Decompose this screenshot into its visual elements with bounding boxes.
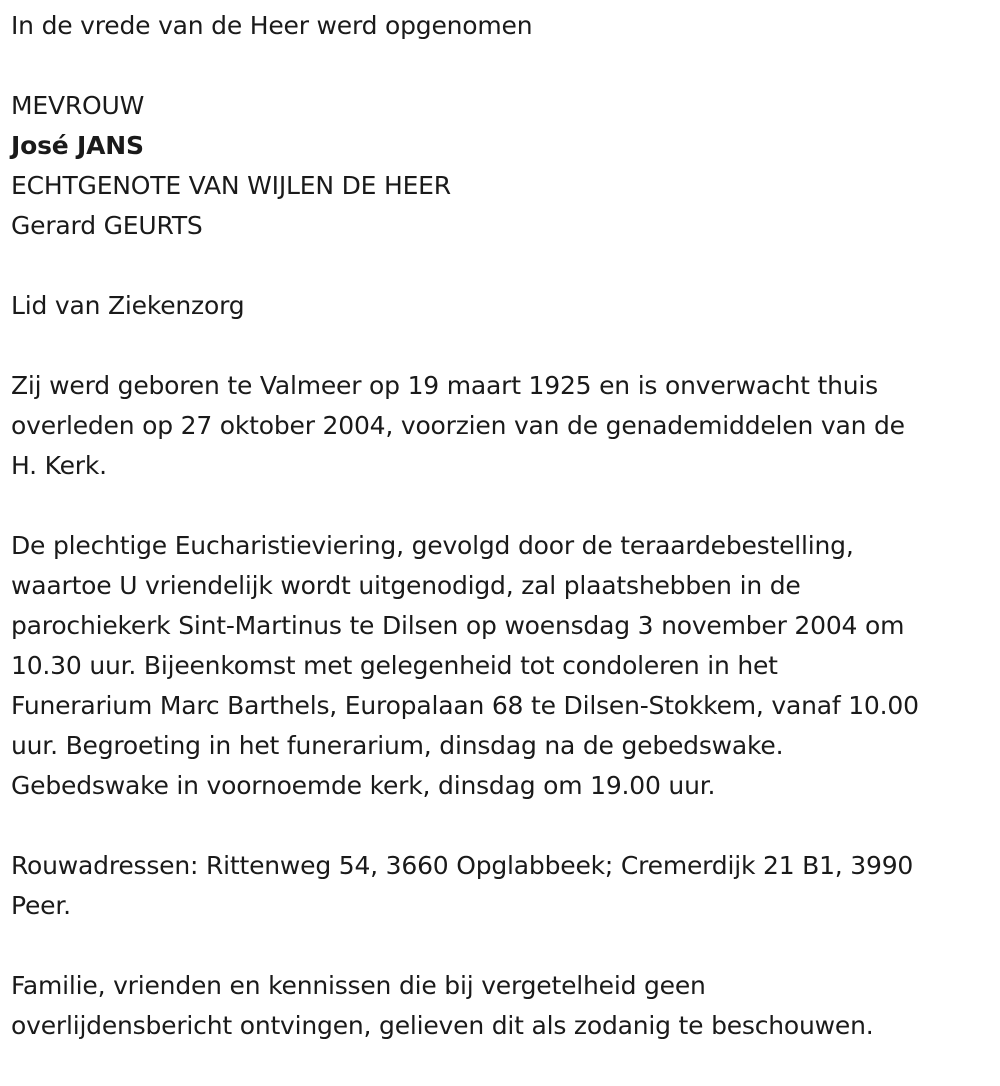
title-prefix: MEVROUW [11,91,145,120]
paragraph-line: Peer. [11,891,71,920]
ceremony-paragraph [11,526,991,806]
paragraph-line: 10.30 uur. Bijeenkomst met gelegenheid tot condoleren in het [11,651,778,680]
paragraph-line: H. Kerk. [11,451,107,480]
birth-death-paragraph [11,366,991,486]
spacer [11,46,991,86]
paragraph-line: uur. Begroeting in het funerarium, dinsdag na de gebedswake. [11,731,784,760]
spacer [11,486,991,526]
intro-line: In de vrede van de Heer werd opgenomen [11,11,533,40]
spacer [11,326,991,366]
paragraph-line: Zij werd geboren te Valmeer op 19 maart 1925 en is onverwacht thuis [11,371,878,400]
paragraph-line: overlijdensbericht ontvingen, gelieven dit als zodanig te beschouwen. [11,1011,874,1040]
spacer [11,926,991,966]
paragraph-line: overleden op 27 oktober 2004, voorzien van de genademiddelen van de [11,411,905,440]
paragraph-line: Familie, vrienden en kennissen die bij vergetelheid geen [11,971,706,1000]
spouse-name: Gerard GEURTS [11,211,203,240]
obituary-notice [11,6,991,1046]
membership-line: Lid van Ziekenzorg [11,291,245,320]
spacer [11,806,991,846]
paragraph-line: Gebedswake in voornoemde kerk, dinsdag om 19.00 uur. [11,771,716,800]
deceased-name: José JANS [11,131,144,160]
closing-paragraph [11,966,991,1046]
paragraph-line: De plechtige Eucharistieviering, gevolgd door de teraardebestelling, [11,531,854,560]
spacer [11,246,991,286]
paragraph-line: waartoe U vriendelijk wordt uitgenodigd, zal plaatshebben in de [11,571,801,600]
paragraph-line: Funerarium Marc Barthels, Europalaan 68 te Dilsen-Stokkem, vanaf 10.00 [11,691,919,720]
paragraph-line: Rouwadressen: Rittenweg 54, 3660 Opglabbeek; Cremerdijk 21 B1, 3990 [11,851,914,880]
paragraph-line: parochiekerk Sint-Martinus te Dilsen op woensdag 3 november 2004 om [11,611,905,640]
relation-line: ECHTGENOTE VAN WIJLEN DE HEER [11,171,451,200]
addresses-paragraph [11,846,991,926]
